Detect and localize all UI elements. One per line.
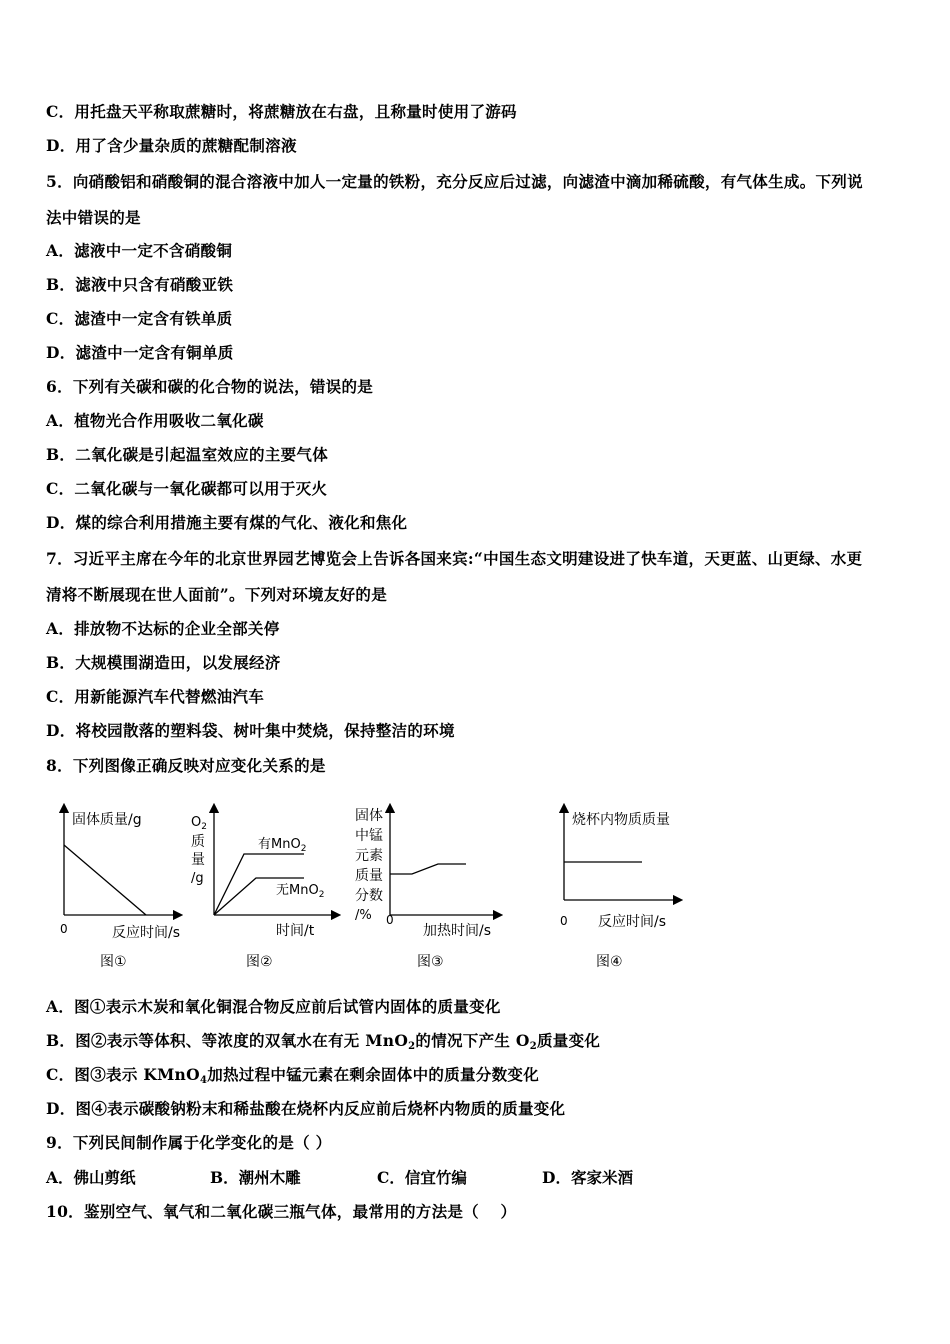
fig2-caption: 图② xyxy=(246,954,273,970)
q8-option-b-sub2: 2 xyxy=(529,1041,537,1052)
fig1-curve xyxy=(64,845,146,915)
q6-option-b: B．二氧化碳是引起温室效应的主要气体 xyxy=(46,445,329,464)
fig3-x-label: 加热时间/s xyxy=(423,923,492,939)
q9-stem: 9．下列民间制作属于化学变化的是（ ） xyxy=(46,1133,332,1152)
q7-stem-line1: 7．习近平主席在今年的北京世界园艺博览会上告诉各国来宾:“中国生态文明建设进了快车道，天更蓝、山更绿、水更 xyxy=(46,549,863,568)
q10-stem: 10．鉴别空气、氧气和二氧化碳三瓶气体，最常用的方法是（ ） xyxy=(46,1202,517,1221)
q8-option-c-post: 加热过程中锰元素在剩余固体中的质量分数变化 xyxy=(207,1065,540,1084)
q9-option-d: D．客家米酒 xyxy=(542,1168,633,1187)
fig3-y-label-3: 元素 xyxy=(355,848,383,864)
fig3-y-label-1: 固体 xyxy=(355,808,383,824)
q5-option-c: C．滤渣中一定含有铁单质 xyxy=(46,309,233,328)
q5-option-b: B．滤液中只含有硝酸亚铁 xyxy=(46,275,234,294)
q8-option-d: D．图④表示碳酸钠粉末和稀盐酸在烧杯内反应前后烧杯内物质的质量变化 xyxy=(46,1099,566,1118)
q6-option-d: D．煤的综合利用措施主要有煤的气化、液化和焦化 xyxy=(46,513,408,532)
q8-figures xyxy=(46,800,746,985)
q4-option-d: D．用了含少量杂质的蔗糖配制溶液 xyxy=(46,136,297,155)
fig3-origin: 0 xyxy=(386,913,394,927)
q9-option-a: A．佛山剪纸 xyxy=(46,1168,136,1187)
q8-option-b-pre: B．图②表示等体积、等浓度的双氧水在有无 MnO xyxy=(46,1031,409,1050)
q8-stem: 8．下列图像正确反映对应变化关系的是 xyxy=(46,756,326,775)
q7-option-c: C．用新能源汽车代替燃油汽车 xyxy=(46,687,265,706)
fig4-y-label: 烧杯内物质质量 xyxy=(572,812,670,828)
fig1-x-label: 反应时间/s xyxy=(112,925,181,941)
fig4-x-label: 反应时间/s xyxy=(598,914,667,930)
q8-option-c-sub: 4 xyxy=(199,1075,208,1086)
fig3-y-label-4: 质量 xyxy=(355,868,383,884)
q8-option-b xyxy=(46,1031,600,1057)
q5-option-a: A．滤液中一定不含硝酸铜 xyxy=(46,241,233,260)
q9-option-b: B．潮州木雕 xyxy=(210,1168,301,1187)
q8-option-b-sub: 2 xyxy=(408,1041,416,1052)
fig2-x-label: 时间/t xyxy=(276,923,315,939)
q6-stem: 6．下列有关碳和碳的化合物的说法，错误的是 xyxy=(46,377,374,396)
q6-option-a: A．植物光合作用吸收二氧化碳 xyxy=(46,411,264,430)
fig3-y-label-5: 分数 xyxy=(355,888,383,904)
fig1-origin: 0 xyxy=(60,922,68,936)
fig2-y-label-2: 量 xyxy=(191,852,205,868)
figure-3 xyxy=(355,807,498,970)
fig2-label-without-catalyst: 无MnO$_2$ xyxy=(276,883,325,900)
figure-1 xyxy=(60,808,180,970)
q7-option-d: D．将校园散落的塑料袋、树叶集中焚烧，保持整洁的环境 xyxy=(46,721,455,740)
q5-stem-line2: 法中错误的是 xyxy=(46,208,141,227)
q6-option-c: C．二氧化碳与一氧化碳都可以用于灭火 xyxy=(46,479,328,498)
fig3-caption: 图③ xyxy=(417,954,444,970)
fig2-y-label-1: 质 xyxy=(191,834,205,850)
q5-stem-line1: 5．向硝酸铝和硝酸铜的混合溶液中加人一定量的铁粉，充分反应后过滤，向滤渣中滴加稀硫酸，有气体生成。下列说 xyxy=(46,172,863,191)
q7-stem-line2: 清将不断展现在世人面前”。下列对环境友好的是 xyxy=(46,585,388,604)
q9-option-c: C．信宜竹编 xyxy=(377,1168,467,1187)
fig2-y-label-3: /g xyxy=(191,871,204,886)
q8-option-b-mid: 的情况下产生 O xyxy=(415,1031,530,1050)
q8-option-c-pre: C．图③表示 KMnO xyxy=(46,1065,200,1084)
q8-option-b-post: 质量变化 xyxy=(536,1031,601,1050)
fig4-caption: 图④ xyxy=(596,954,623,970)
q7-option-b: B．大规模围湖造田，以发展经济 xyxy=(46,653,281,672)
fig2-label-with-catalyst: 有MnO$_2$ xyxy=(258,837,307,854)
figure-4 xyxy=(560,808,678,970)
figure-2 xyxy=(191,808,336,970)
fig2-y-label-o: $O_2$ xyxy=(191,815,207,832)
fig3-y-label-2: 中锰 xyxy=(355,828,383,844)
q4-option-c: C．用托盘天平称取蔗糖时，将蔗糖放在右盘，且称量时使用了游码 xyxy=(46,102,517,121)
q8-option-c xyxy=(46,1065,539,1091)
fig3-curve xyxy=(390,864,466,874)
fig3-y-label-6: /% xyxy=(355,908,372,923)
fig1-caption: 图① xyxy=(100,954,127,970)
fig4-origin: 0 xyxy=(560,914,568,928)
q8-option-a: A．图①表示木炭和氧化铜混合物反应前后试管内固体的质量变化 xyxy=(46,997,501,1016)
q5-option-d: D．滤渣中一定含有铜单质 xyxy=(46,343,234,362)
fig1-y-label: 固体质量/g xyxy=(72,812,142,828)
q7-option-a: A．排放物不达标的企业全部关停 xyxy=(46,619,280,638)
